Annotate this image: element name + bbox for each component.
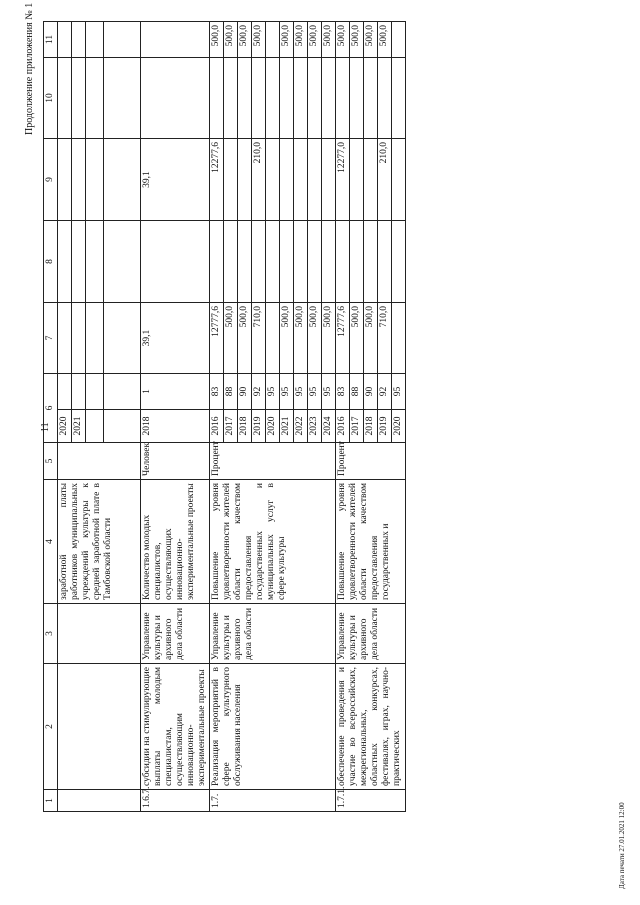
cell-value: 88 xyxy=(350,374,364,410)
cell-year: 2020 xyxy=(266,410,280,443)
cell-value: 1 xyxy=(141,374,210,410)
cell-unit: Человек xyxy=(141,443,210,480)
cell-c11: 500,0 xyxy=(294,22,308,58)
cell-c7: 500,0 xyxy=(280,303,294,374)
table-row xyxy=(58,22,72,812)
cell-c11: 500,0 xyxy=(308,22,322,58)
cell-year: 2018 xyxy=(364,410,378,443)
cell-c11: 500,0 xyxy=(336,22,350,58)
print-date: Дата печати 27.01.2021 12:00 xyxy=(618,802,626,889)
col-num-10: 10 xyxy=(44,58,58,139)
cell-indicator: Количество молодых специалистов, осуществляющих инновационно-экспериментальные проекты xyxy=(141,480,210,604)
cell-value: 92 xyxy=(252,374,266,410)
cell-name xyxy=(58,664,141,790)
cell-c9: 210,0 xyxy=(252,139,266,221)
cell-c9 xyxy=(322,139,336,221)
cell-c11: 500,0 xyxy=(238,22,252,58)
cell-c9 xyxy=(364,139,378,221)
cell-year: 2017 xyxy=(350,410,364,443)
cell-c9 xyxy=(224,139,238,221)
cell-c9: 12277,6 xyxy=(210,139,224,221)
cell-executor: Управление культуры и архивного дела области xyxy=(336,604,406,664)
cell-c7: 12777,6 xyxy=(336,303,350,374)
cell-c11 xyxy=(266,22,280,58)
cell-c7 xyxy=(266,303,280,374)
cell-indicator: Повышение уровня удовлетворенности жителей области качеством предоставления государственных и xyxy=(336,480,406,604)
col-num-2: 2 xyxy=(44,664,58,790)
cell-c11: 500,0 xyxy=(210,22,224,58)
cell-c11 xyxy=(392,22,406,58)
col-num-7: 7 xyxy=(44,303,58,374)
cell-executor xyxy=(58,604,141,664)
cell-value: 95 xyxy=(266,374,280,410)
cell-value: 83 xyxy=(336,374,350,410)
cell-year: 2016 xyxy=(336,410,350,443)
cell-c7: 500,0 xyxy=(364,303,378,374)
column-number-row xyxy=(44,22,58,812)
cell-year: 2017 xyxy=(224,410,238,443)
cell-c9: 210,0 xyxy=(378,139,392,221)
cell-c7: 500,0 xyxy=(350,303,364,374)
cell-executor: Управление культуры и архивного дела области xyxy=(141,604,210,664)
cell-indicator: заработной платы работников муниципальных учреждений культуры к средней заработной плате в Тамбовской области xyxy=(58,480,141,604)
cell-code: 1.7.1. xyxy=(336,790,406,812)
cell-year: 2019 xyxy=(252,410,266,443)
cell-unit xyxy=(58,443,141,480)
cell-c9 xyxy=(350,139,364,221)
cell-c11: 500,0 xyxy=(280,22,294,58)
cell-year: 2018 xyxy=(238,410,252,443)
cell-c7: 500,0 xyxy=(322,303,336,374)
cell-year: 2020 xyxy=(58,410,72,443)
col-num-4: 4 xyxy=(44,480,58,604)
cell-c7: 500,0 xyxy=(294,303,308,374)
page-number: 11 xyxy=(40,422,51,432)
col-num-5: 5 xyxy=(44,443,58,480)
cell-c7: 12777,6 xyxy=(210,303,224,374)
cell-value: 90 xyxy=(364,374,378,410)
cell-code: 1.6.7. xyxy=(141,790,210,812)
cell-code xyxy=(58,790,141,812)
cell-unit: Процент xyxy=(336,443,406,480)
cell-value: 95 xyxy=(308,374,322,410)
cell-year: 2021 xyxy=(280,410,294,443)
table-row xyxy=(141,22,210,812)
cell-c9: 39,1 xyxy=(141,139,210,221)
col-num-6: 6 xyxy=(44,374,58,443)
cell-executor: Управление культуры и архивного дела области xyxy=(210,604,336,664)
cell-unit: Процент xyxy=(210,443,336,480)
cell-c7: 500,0 xyxy=(238,303,252,374)
cell-value: 88 xyxy=(224,374,238,410)
cell-c7: 39,1 xyxy=(141,303,210,374)
cell-c7 xyxy=(392,303,406,374)
cell-c9 xyxy=(238,139,252,221)
data-table xyxy=(43,21,406,812)
cell-c7: 500,0 xyxy=(224,303,238,374)
cell-value: 90 xyxy=(238,374,252,410)
cell-name: обеспечение проведения и участие во всероссийских, межрегиональных, областных конкурсах, фестивалях, играх, научно-практических xyxy=(336,664,406,790)
cell-c9 xyxy=(392,139,406,221)
cell-c11: 500,0 xyxy=(224,22,238,58)
cell-year: 2020 xyxy=(392,410,406,443)
cell-year: 2024 xyxy=(322,410,336,443)
cell-year: 2016 xyxy=(210,410,224,443)
cell-c7: 710,0 xyxy=(252,303,266,374)
col-num-1: 1 xyxy=(44,790,58,812)
cell-value: 95 xyxy=(322,374,336,410)
cell-name: субсидии на стимулирующие выплаты молодым специалистам, осуществляющим инновационно-экспериментальные проекты xyxy=(141,664,210,790)
table-row xyxy=(210,22,224,812)
cell-c11: 500,0 xyxy=(364,22,378,58)
cell-value: 83 xyxy=(210,374,224,410)
cell-name: Реализация мероприятий в сфере культурного обслуживания населения xyxy=(210,664,336,790)
cell-year: 2022 xyxy=(294,410,308,443)
cell-value: 95 xyxy=(294,374,308,410)
cell-c9: 12277,0 xyxy=(336,139,350,221)
cell-c11: 500,0 xyxy=(350,22,364,58)
cell-value: 95 xyxy=(280,374,294,410)
cell-value: 92 xyxy=(378,374,392,410)
cell-c11: 500,0 xyxy=(322,22,336,58)
col-num-11: 11 xyxy=(44,22,58,58)
cell-c9 xyxy=(308,139,322,221)
cell-indicator: Повышение уровня удовлетворенности жителей области качеством предоставления государственных и муниципальных услуг в сфере культуры xyxy=(210,480,336,604)
col-num-3: 3 xyxy=(44,604,58,664)
continuation-label: Продолжение приложения № 1 xyxy=(24,2,35,135)
cell-year: 2018 xyxy=(141,410,210,443)
cell-code: 1.7. xyxy=(210,790,336,812)
cell-c9 xyxy=(294,139,308,221)
cell-c7: 710,0 xyxy=(378,303,392,374)
col-num-9: 9 xyxy=(44,139,58,221)
cell-c9 xyxy=(266,139,280,221)
cell-year: 2023 xyxy=(308,410,322,443)
cell-c11: 500,0 xyxy=(378,22,392,58)
cell-year: 2019 xyxy=(378,410,392,443)
cell-c11: 500,0 xyxy=(252,22,266,58)
table-row xyxy=(336,22,350,812)
cell-c7: 500,0 xyxy=(308,303,322,374)
cell-c9 xyxy=(280,139,294,221)
col-num-8: 8 xyxy=(44,221,58,303)
cell-value: 95 xyxy=(392,374,406,410)
cell-year: 2021 xyxy=(72,410,86,443)
